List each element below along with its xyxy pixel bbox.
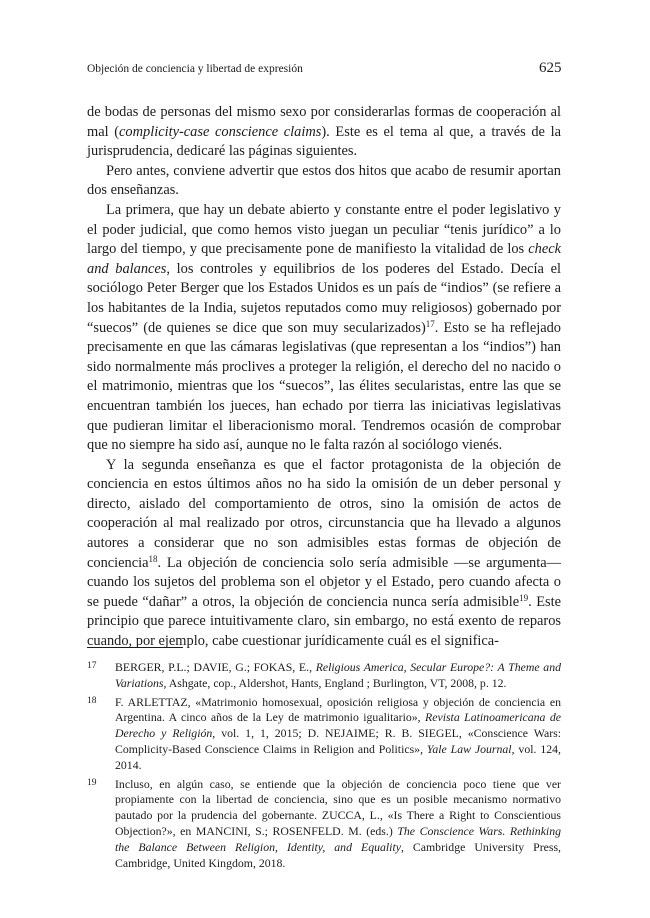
text-run: , Ashgate, cop., Aldershot, Hants, England ; Burlington, VT, 2008, p. 12.	[163, 675, 507, 690]
footnote-19	[87, 777, 561, 872]
footnotes	[87, 660, 561, 874]
emphasis: Yale Law Journal	[426, 741, 512, 756]
emphasis: complicity-case conscience claims	[119, 123, 322, 140]
footnote-17	[87, 660, 561, 692]
text-run: de bodas de personas del mismo sexo por considerarlas formas de cooperación al mal (	[87, 104, 561, 140]
text-run: Incluso, en algún caso, se entiende que la objeción de conciencia poco tiene que ver propiamente con la libertad de conciencia, sino que es un posible mecanismo normativo pautado por la prudencia del gobernante. ZUCCA, L., «Is There a Right to Conscientious Objection?», en MANCINI, S.; ROSENFELD. M. (eds.)	[115, 776, 561, 838]
footnote-ref-18[interactable]: 18	[148, 553, 158, 564]
text-run: . La objeción de conciencia solo sería admisible —se argumenta— cuando los sujetos del problema son el objetor y el Estado, pero cuando afecta o se puede “dañar” a otros, la objeción de conciencia nunca sería admisible	[87, 554, 561, 610]
text-run: BERGER, P.L.; DAVIE, G.; FOKAS, E.,	[115, 660, 316, 674]
footnote-divider	[87, 647, 183, 648]
text-run: . Esto se ha reflejado precisamente en que las cámaras legislativas (que representan a los “indios”) han sido normalmente más proclives a proteger la religión, el derecho del no nacido o el matrimonio, mientras que los “suecos”, las élites secularistas, entre las que se encuentran también los jueces, han echado por tierra las iniciativas legislativas que pudieran limitar el liberacionismo moral. Tendremos ocasión de comprobar que no siempre ha sido así, aunque no le falta razón al sociólogo vienés.	[87, 319, 561, 454]
paragraph-1	[87, 103, 561, 162]
footnote-number: 18	[87, 695, 97, 706]
text-run: , vol. 1, 1, 2015; D. NEJAIME; R. B. SIEGEL, «Conscience Wars: Complicity-Based Conscience Claims in Religion and Politics»,	[115, 726, 561, 756]
text-run: La primera, que hay un debate abierto y constante entre el poder legislativo y el poder judicial, que como hemos visto juegan un peculiar “tenis jurídico” a lo largo del tiempo, y que precisamente pone de manifiesto la vitalidad de los	[87, 201, 561, 258]
body-text	[87, 103, 561, 652]
emphasis: Religious America, Secular Europe?: A Theme and Variations	[115, 660, 561, 690]
paragraph-3	[87, 201, 561, 456]
text-run: , los controles y equilibrios de los poderes del Estado. Decía el sociólogo Peter Berger que los Estados Unidos es un país de “indios” (se refiere a los habitantes de la India, sujetos reputados como muy religiosos) gobernado por “suecos” (de quienes se dice que son muy secularizados)	[87, 260, 561, 336]
page-number: 625	[539, 60, 562, 76]
text-run: , Cambridge University Press, Cambridge, United Kingdom, 2018.	[115, 839, 561, 870]
footnote-number: 19	[87, 777, 97, 788]
emphasis: check and balances	[87, 241, 561, 277]
footnote-ref-19[interactable]: 19	[519, 592, 529, 603]
text-run: Y la segunda enseñanza es que el factor protagonista de la objeción de conciencia en estos últimos años no ha sido la omisión de un deber personal y directo, aislado del comportamiento de otros, sino la omisión de actos de cooperación al mal realizado por otros, circunstancia que ha llevado a algunos autores a considerar que no son admisibles estas formas de objeción de conciencia	[87, 456, 561, 571]
text-run: . Este principio que parece intuitivamente claro, sin embargo, no está exento de reparos cuando, por ejemplo, cabe cuestionar jurídicamente cuál es el significa-	[87, 593, 561, 650]
running-head: Objeción de conciencia y libertad de expresión	[87, 63, 303, 75]
footnote-ref-17[interactable]: 17	[425, 318, 435, 329]
text-run: ). Este es el tema al que, a través de la jurisprudencia, dedicaré las páginas siguientes.	[87, 123, 561, 160]
text-run: F. ARLETTAZ, «Matrimonio homosexual, oposición religiosa y objeción de conciencia en Argentina. A cinco años de la Ley de matrimonio igualitario»,	[115, 694, 561, 725]
emphasis: Revista Latinoamericana de Derecho y Religión	[115, 710, 561, 741]
footnote-number: 17	[87, 661, 97, 671]
text-run: Pero antes, conviene advertir que estos dos hitos que acabo de resumir aportan dos enseñanzas.	[87, 162, 561, 199]
paragraph-4	[87, 456, 561, 652]
paragraph-2	[87, 162, 561, 201]
text-run: , vol. 124, 2014.	[115, 741, 561, 772]
footnote-18	[87, 695, 561, 774]
emphasis: The Conscience Wars. Rethinking the Balance Between Religion, Identity, and Equality	[115, 823, 562, 854]
